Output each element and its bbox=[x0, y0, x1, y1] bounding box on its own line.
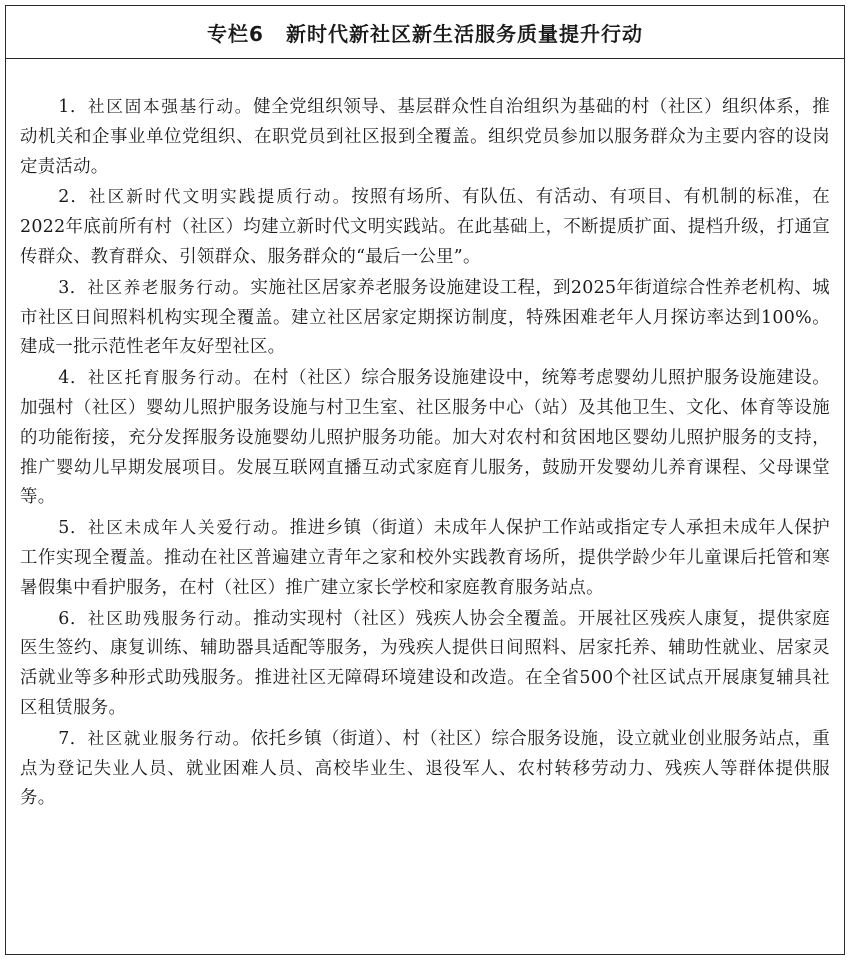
column-label: 专栏6 bbox=[207, 21, 264, 46]
list-item bbox=[20, 273, 830, 363]
item-body: 按照有场所、有队伍、有活动、有项目、有机制的标准，在2022年底前所有村（社区）均建立新时代文明实践站。在此基础上，不断提质扩面、提档升级，打通宣传群众、教育群众、引领群众、服务群众的“最后一公里”。 bbox=[20, 187, 830, 267]
list-item bbox=[20, 724, 830, 814]
item-number: 7． bbox=[58, 728, 88, 749]
list-item bbox=[20, 604, 830, 724]
item-number: 2． bbox=[58, 187, 89, 208]
column-title-bar bbox=[6, 6, 844, 59]
item-body: 实施社区居家养老服务设施建设工程，到2025年街道综合性养老机构、城市社区日间照料机构实现全覆盖。建立社区居家定期探访制度，特殊困难老年人月探访率达到100%。建成一批示范性老年友好型社区。 bbox=[20, 277, 830, 358]
item-heading: 社区养老服务行动。 bbox=[87, 277, 251, 297]
item-heading: 社区未成年人关爱行动。 bbox=[88, 518, 290, 538]
list-item bbox=[20, 92, 830, 182]
item-body: 依托乡镇（街道）、村（社区）综合服务设施，设立就业创业服务站点，重点为登记失业人员、就业困难人员、高校毕业生、退役军人、农村转移劳动力、残疾人等群体提供服务。 bbox=[20, 728, 831, 809]
item-number: 4． bbox=[58, 368, 89, 389]
item-heading: 社区固本强基行动。 bbox=[88, 97, 254, 116]
item-body: 在村（社区）综合服务设施建设中，统筹考虑婴幼儿照护服务设施建设。加强村（社区）婴幼儿照护服务设施与村卫生室、社区服务中心（站）及其他卫生、文化、体育等设施的功能衔接，充分发挥服务设施婴幼儿照护服务功能。加大对农村和贫困地区婴幼儿照护服务的支持，推广婴幼儿早期发展项目。发展互联网直播互动式家庭育儿服务，鼓励开发婴幼儿养育课程、父母课堂等。 bbox=[20, 368, 830, 508]
item-heading: 社区助残服务行动。 bbox=[88, 608, 254, 628]
item-body: 推进乡镇（街道）未成年人保护工作站或指定专人承担未成年人保护工作实现全覆盖。推动在社区普遍建立青年之家和校外实践教育场所，提供学龄少年儿童课后托管和寒暑假集中看护服务，在村（社区）推广建立家长学校和家庭教育服务站点。 bbox=[20, 518, 831, 598]
item-number: 5． bbox=[58, 518, 88, 539]
column-title: 新时代新社区新生活服务质量提升行动 bbox=[285, 21, 643, 46]
item-heading: 社区托育服务行动。 bbox=[88, 368, 254, 388]
item-body: 推动实现村（社区）残疾人协会全覆盖。开展社区残疾人康复，提供家庭医生签约、康复训练、辅助器具适配等服务，为残疾人提供日间照料、居家托养、辅助性就业、居家灵活就业等多种形式助残服务。推进社区无障碍环境建设和改造。在全省500个社区试点开展康复辅具社区租赁服务。 bbox=[20, 608, 830, 718]
list-item bbox=[20, 363, 830, 513]
list-item bbox=[20, 182, 830, 272]
column-box bbox=[5, 5, 845, 955]
item-number: 6． bbox=[58, 608, 89, 629]
item-heading: 社区新时代文明实践提质行动。 bbox=[88, 187, 352, 207]
item-number: 3． bbox=[58, 277, 88, 298]
item-heading: 社区就业服务行动。 bbox=[87, 728, 251, 748]
item-body: 健全党组织领导、基层群众性自治组织为基础的村（社区）组织体系，推动机关和企事业单位党组织、在职党员到社区报到全覆盖。组织党员参加以服务群众为主要内容的设岗定责活动。 bbox=[20, 97, 830, 177]
column-content bbox=[20, 92, 830, 814]
list-item bbox=[20, 513, 830, 603]
item-number: 1． bbox=[58, 97, 89, 117]
